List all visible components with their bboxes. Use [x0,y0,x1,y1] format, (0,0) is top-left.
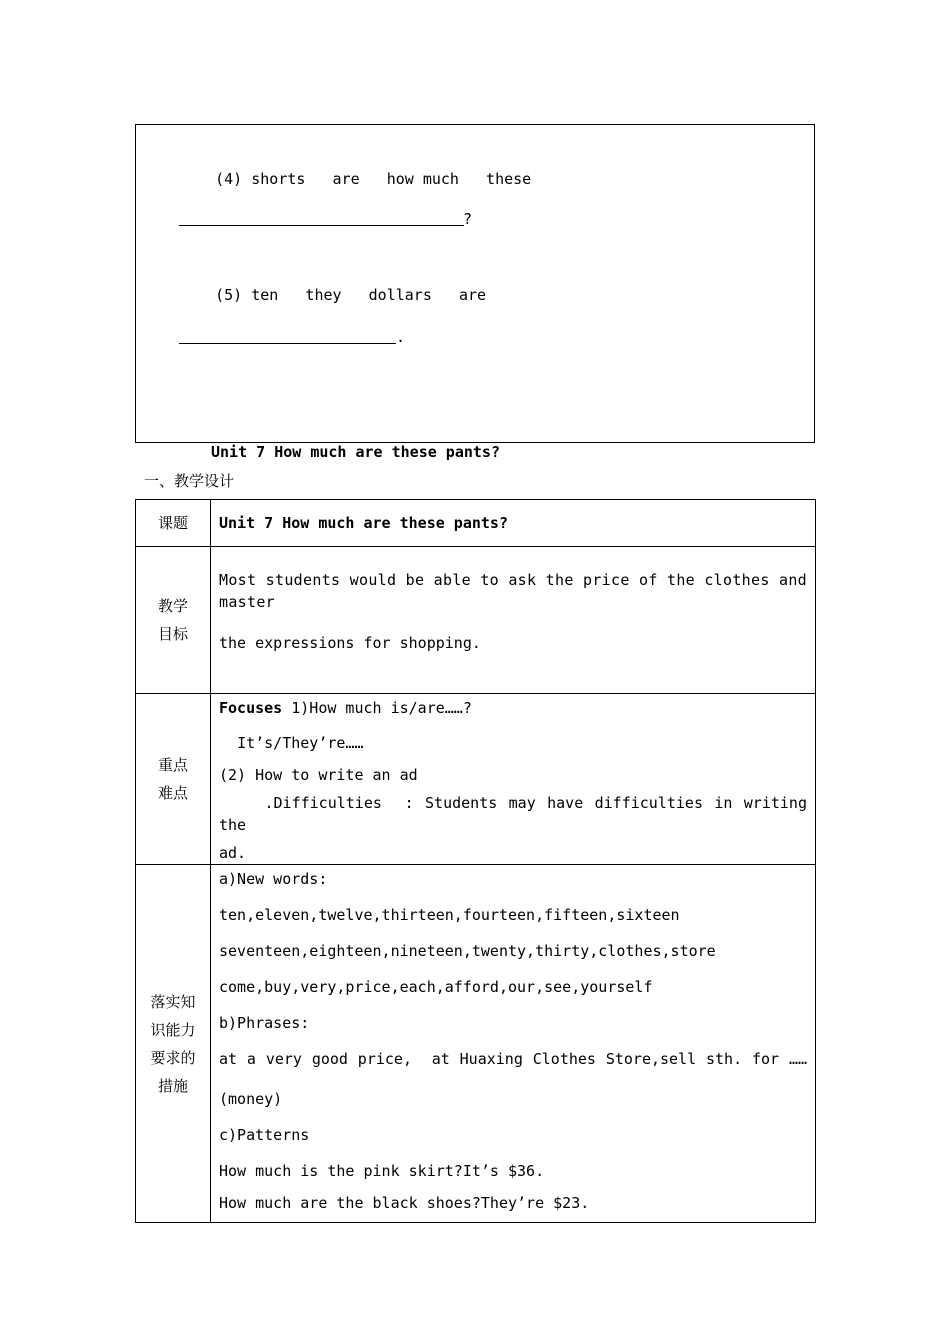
difficulty-line: .Difficulties : Students may have difficulties in writing the [219,794,817,834]
focus-bold: Focuses [219,699,283,717]
measures-label-line-4: 措施 [157,1076,188,1095]
topic-value: Unit 7 How much are these pants? [211,500,816,547]
new-words-head: a)New words: [219,870,328,888]
q5-words: ten they dollars are [251,286,487,304]
focus-label-line-2: 难点 [157,784,188,802]
goal-text [211,547,816,694]
measures-label [136,865,211,1223]
table-row-goals [136,547,816,694]
pattern-line-2: How much are the black shoes?They’re $23. [219,1194,590,1212]
phrases-line-1: at a very good price, at Huaxing Clothes Store,sell sth. for …… [219,1050,807,1068]
focus-line-1 [219,697,807,719]
pattern-line-1: How much is the pink skirt?It’s $36. [219,1162,545,1180]
q5-answer-blank[interactable] [179,343,396,344]
focus-line-3: (2) How to write an ad [219,766,418,784]
q4-question-mark: ? [463,210,473,228]
q4-answer-blank[interactable] [179,225,464,226]
goal-label-line-1: 教学 [157,597,188,615]
question-4 [179,152,531,206]
measures-label-line-3: 要求的 [150,1048,196,1067]
measures-text [211,865,816,1223]
topic-label: 课题 [136,500,211,547]
q5-period: . [396,328,406,346]
focus-label [136,694,211,865]
focus-label-line-1: 重点 [157,756,188,774]
q4-words: shorts are how much these [251,170,532,188]
words-line-3: come,buy,very,price,each,afford,our,see,yourself [219,978,653,996]
table-row-focus [136,694,816,865]
unit-title: Unit 7 How much are these pants? [211,443,500,461]
teaching-design-table [135,499,816,1223]
exercise-box [135,124,815,443]
q5-label: (5) [215,286,243,304]
q4-label: (4) [215,170,243,188]
measures-label-line-2: 识能力 [150,1020,196,1039]
words-line-2: seventeen,eighteen,nineteen,twenty,thirty,clothes,store [219,942,716,960]
goal-label [136,547,211,694]
goal-line-2: the expressions for shopping. [219,634,481,652]
difficulty-end: ad. [219,844,247,862]
focus-line-2: It’s/They’re…… [219,734,364,752]
table-row-measures [136,865,816,1223]
goal-label-line-2: 目标 [157,625,188,643]
phrases-head: b)Phrases: [219,1014,310,1032]
measures-label-line-1: 落实知 [150,992,196,1011]
patterns-head: c)Patterns [219,1126,310,1144]
focus-text [211,694,816,865]
section-heading: 一、教学设计 [144,472,235,490]
phrases-line-2: (money) [219,1090,283,1108]
focus-item-1: 1)How much is/are……? [282,699,472,717]
goal-line-1: Most students would be able to ask the price of the clothes and master [219,571,817,611]
question-5 [179,268,486,322]
words-line-1: ten,eleven,twelve,thirteen,fourteen,fifteen,sixteen [219,906,680,924]
table-row-topic [136,500,816,547]
